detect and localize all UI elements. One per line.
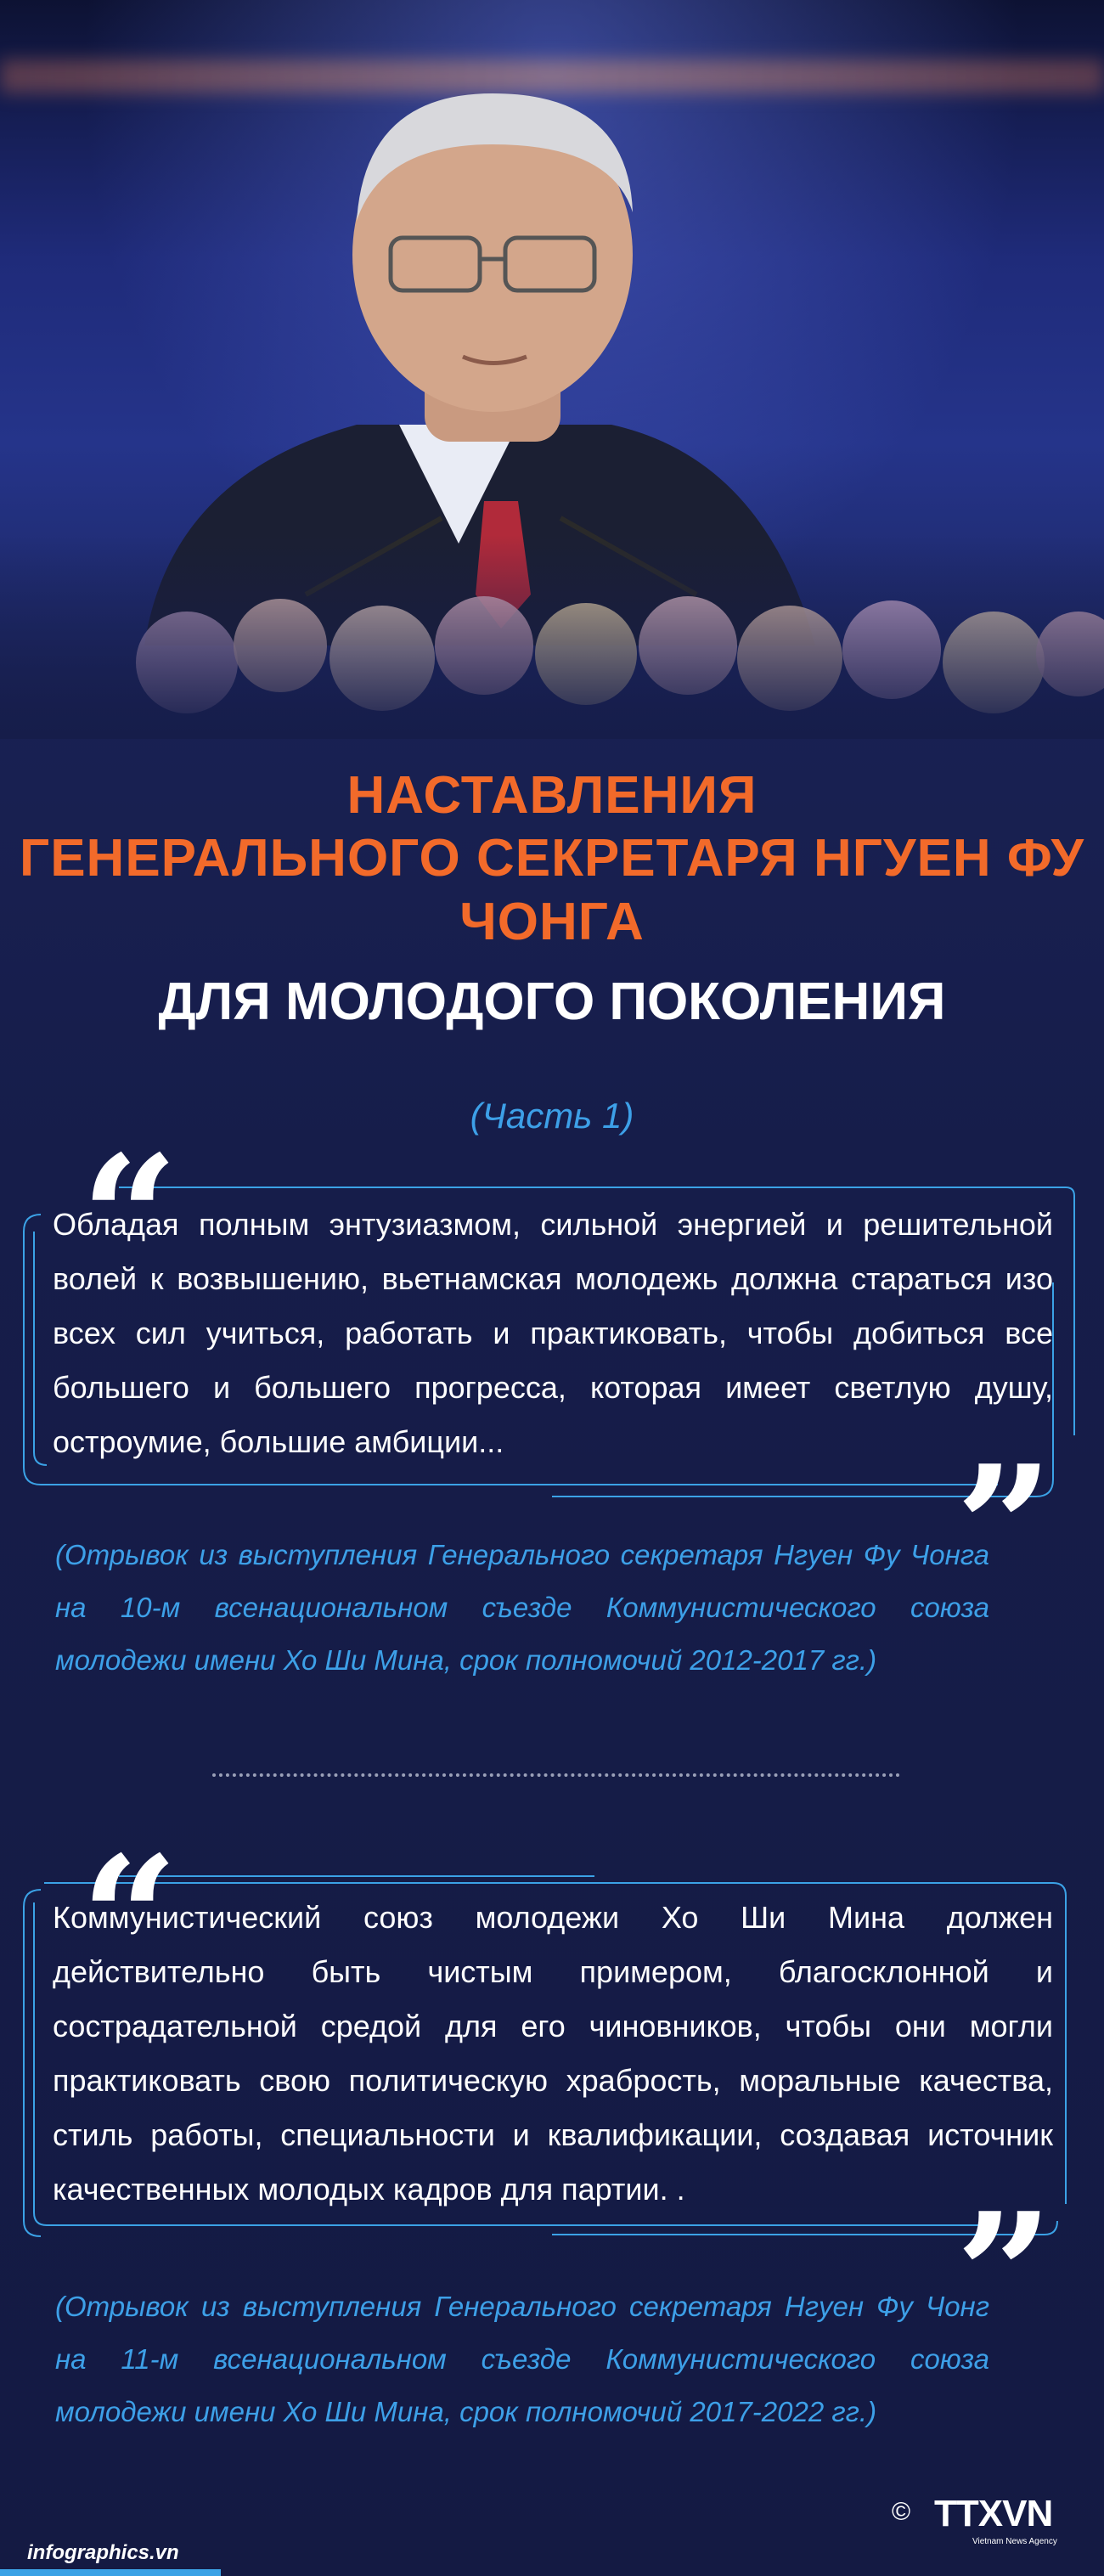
- site-credit: infographics.vn: [27, 2541, 179, 2564]
- title-line-2: ГЕНЕРАЛЬНОГО СЕКРЕТАРЯ НГУЕН ФУ ЧОНГА: [20, 829, 1084, 951]
- footer-accent-bar: [0, 2569, 221, 2576]
- page-title: [0, 764, 1104, 1034]
- close-quote-icon: ”: [955, 2176, 1054, 2376]
- copyright-icon: ©: [892, 2498, 911, 2526]
- photo-fade: [0, 535, 1104, 739]
- open-quote-icon: “: [81, 1819, 179, 2019]
- title-line-3: ДЛЯ МОЛОДОГО ПОКОЛЕНИЯ: [158, 972, 946, 1032]
- close-quote-icon: ”: [955, 1429, 1054, 1628]
- logo-text: TTXVN: [934, 2493, 1053, 2534]
- quote-text-2: Коммунистический союз молодежи Хо Ши Мина должен действительно быть чистым примером, благосклонной и сострадательной средой для его чиновников, чтобы они могли практиковать свою политическую храбрость, моральные качества, стиль работы, специальности и квалификации, создавая источник качественных молодых кадров для партии. .: [53, 1900, 1053, 2207]
- quote-text-1: Обладая полным энтузиазмом, сильной энергией и решительной волей к возвышению, вьетнамская молодежь должна стараться изо всех сил учиться, работать и практиковать, чтобы добиться все большего и большего прогресса, которая имеет светлую душу, остроумие, большие амбиции...: [53, 1207, 1053, 1459]
- quote-source-1: (Отрывок из выступления Генерального секретаря Нгуен Фу Чонга на 10-м всенациональном съезде Коммунистического союза молодежи имени Хо Ши Мина, срок полномочий 2012-2017 гг.): [55, 1539, 989, 1676]
- title-line-1: НАСТАВЛЕНИЯ: [346, 766, 758, 825]
- part-label: (Часть 1): [470, 1096, 634, 1136]
- speaker-photo: [0, 0, 1104, 739]
- open-quote-icon: “: [81, 1119, 179, 1318]
- logo-subtext: Vietnam News Agency: [972, 2537, 1057, 2546]
- section-divider: [212, 1773, 900, 1777]
- agency-logo: [892, 2493, 1079, 2552]
- quote-source-2: (Отрывок из выступления Генерального секретаря Нгуен Фу Чонг на 11-м всенациональном съезде Коммунистического союза молодежи имени Хо Ши Мина, срок полномочий 2017-2022 гг.): [55, 2291, 989, 2427]
